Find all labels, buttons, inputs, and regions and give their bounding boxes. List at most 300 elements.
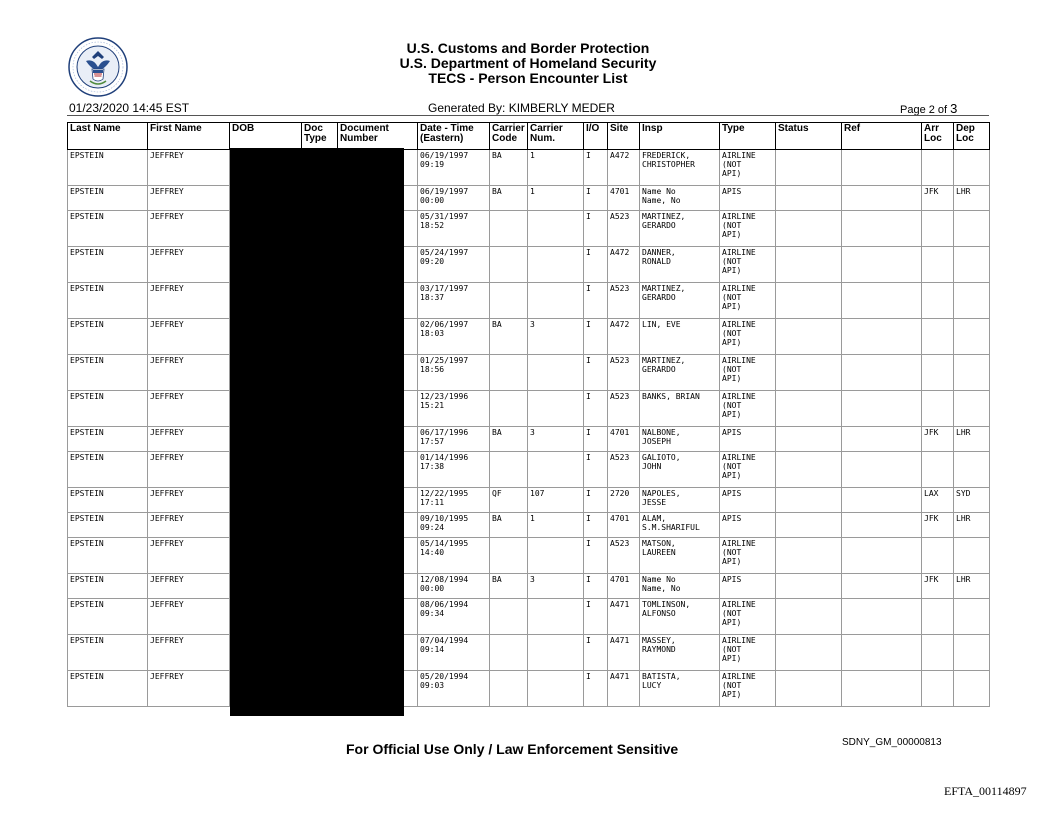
cell-first-name bbox=[148, 513, 230, 538]
cell-date-time bbox=[418, 319, 490, 355]
table-row bbox=[68, 599, 990, 635]
cell-insp bbox=[640, 488, 720, 513]
cell-io bbox=[584, 391, 608, 427]
cell-insp bbox=[640, 319, 720, 355]
cell-ref bbox=[842, 211, 922, 247]
cell-first-name bbox=[148, 599, 230, 635]
cell-last-name bbox=[68, 452, 148, 488]
cell-type bbox=[720, 574, 776, 599]
cell-first-name bbox=[148, 452, 230, 488]
col-site: Site bbox=[608, 123, 640, 150]
cell-type-text: AIRLINE (NOT API) bbox=[722, 356, 756, 383]
cell-io bbox=[584, 150, 608, 186]
cell-arr-loc-text: LAX bbox=[924, 489, 939, 498]
cell-carrier-num-text: 107 bbox=[530, 489, 545, 498]
table-row bbox=[68, 452, 990, 488]
cell-io-text: I bbox=[586, 320, 591, 329]
cell-dep-loc bbox=[954, 211, 990, 247]
cell-carrier-num-text: 3 bbox=[530, 320, 535, 329]
cell-insp-text: MARTINEZ, GERARDO bbox=[642, 212, 686, 230]
cell-insp bbox=[640, 574, 720, 599]
cell-dep-loc bbox=[954, 150, 990, 186]
cell-io bbox=[584, 513, 608, 538]
cell-site bbox=[608, 538, 640, 574]
cell-first-name-text: JEFFREY bbox=[150, 212, 184, 221]
cell-type-text: AIRLINE (NOT API) bbox=[722, 284, 756, 311]
cell-io-text: I bbox=[586, 428, 591, 437]
cell-date-time bbox=[418, 513, 490, 538]
cell-io-text: I bbox=[586, 600, 591, 609]
cell-date-time bbox=[418, 599, 490, 635]
cell-site-text: 2720 bbox=[610, 489, 630, 498]
cell-carrier-code bbox=[490, 427, 528, 452]
cell-insp bbox=[640, 355, 720, 391]
cell-type bbox=[720, 635, 776, 671]
cell-last-name bbox=[68, 488, 148, 513]
cell-carrier-code-text: BA bbox=[492, 187, 502, 196]
cell-insp bbox=[640, 599, 720, 635]
encounter-table bbox=[67, 122, 990, 707]
cell-last-name bbox=[68, 391, 148, 427]
table-row bbox=[68, 574, 990, 599]
cell-first-name bbox=[148, 211, 230, 247]
cell-dep-loc bbox=[954, 513, 990, 538]
cell-last-name bbox=[68, 319, 148, 355]
cell-first-name-text: JEFFREY bbox=[150, 320, 184, 329]
bates-number: SDNY_GM_00000813 bbox=[842, 737, 942, 748]
cell-insp-text: BATISTA, LUCY bbox=[642, 672, 681, 690]
cell-type-text: AIRLINE (NOT API) bbox=[722, 212, 756, 239]
cell-site bbox=[608, 574, 640, 599]
cell-carrier-num bbox=[528, 427, 584, 452]
cell-site-text: A523 bbox=[610, 212, 630, 221]
cell-last-name bbox=[68, 427, 148, 452]
table-row bbox=[68, 211, 990, 247]
cell-type bbox=[720, 211, 776, 247]
cell-site-text: 4701 bbox=[610, 575, 630, 584]
cell-site bbox=[608, 427, 640, 452]
cell-io bbox=[584, 319, 608, 355]
cell-carrier-code-text: BA bbox=[492, 575, 502, 584]
cell-last-name-text: EPSTEIN bbox=[70, 453, 104, 462]
cell-arr-loc-text: JFK bbox=[924, 575, 939, 584]
cell-last-name bbox=[68, 211, 148, 247]
cell-carrier-code-text: BA bbox=[492, 151, 502, 160]
cell-status bbox=[776, 671, 842, 707]
cell-arr-loc bbox=[922, 186, 954, 211]
cell-first-name bbox=[148, 671, 230, 707]
cell-last-name bbox=[68, 186, 148, 211]
cell-status bbox=[776, 427, 842, 452]
cell-io-text: I bbox=[586, 539, 591, 548]
cell-insp-text: Name No Name, No bbox=[642, 575, 681, 593]
col-last-name: Last Name bbox=[68, 123, 148, 150]
report-title-block bbox=[340, 41, 716, 86]
cell-site-text: A472 bbox=[610, 248, 630, 257]
cell-type bbox=[720, 488, 776, 513]
cell-date-time bbox=[418, 488, 490, 513]
cell-ref bbox=[842, 538, 922, 574]
cell-type bbox=[720, 150, 776, 186]
cell-insp bbox=[640, 427, 720, 452]
cell-dep-loc-text: SYD bbox=[956, 489, 971, 498]
cell-carrier-code-text: BA bbox=[492, 320, 502, 329]
cell-dep-loc bbox=[954, 391, 990, 427]
cell-last-name-text: EPSTEIN bbox=[70, 575, 104, 584]
cell-insp-text: ALAM, S.M.SHARIFUL bbox=[642, 514, 700, 532]
cell-site-text: 4701 bbox=[610, 428, 630, 437]
cell-carrier-num bbox=[528, 513, 584, 538]
cell-date-time bbox=[418, 150, 490, 186]
cell-last-name bbox=[68, 247, 148, 283]
col-type: Type bbox=[720, 123, 776, 150]
col-insp: Insp bbox=[640, 123, 720, 150]
classification-notice: For Official Use Only / Law Enforcement Sensitive bbox=[346, 741, 679, 757]
col-first-name: First Name bbox=[148, 123, 230, 150]
cell-ref bbox=[842, 427, 922, 452]
cell-carrier-code bbox=[490, 513, 528, 538]
cell-site bbox=[608, 247, 640, 283]
cell-date-time-text: 12/08/1994 00:00 bbox=[420, 575, 469, 593]
cell-carrier-code bbox=[490, 452, 528, 488]
cell-carrier-code-text: QF bbox=[492, 489, 502, 498]
cell-ref bbox=[842, 671, 922, 707]
cell-dep-loc bbox=[954, 355, 990, 391]
cell-status bbox=[776, 488, 842, 513]
cell-carrier-code bbox=[490, 247, 528, 283]
cell-carrier-num bbox=[528, 574, 584, 599]
cell-insp bbox=[640, 150, 720, 186]
cell-arr-loc bbox=[922, 488, 954, 513]
cell-ref bbox=[842, 452, 922, 488]
cell-carrier-code bbox=[490, 355, 528, 391]
cell-first-name-text: JEFFREY bbox=[150, 489, 184, 498]
cell-io-text: I bbox=[586, 636, 591, 645]
table-row bbox=[68, 186, 990, 211]
cell-dep-loc bbox=[954, 247, 990, 283]
cell-date-time bbox=[418, 211, 490, 247]
cell-type bbox=[720, 247, 776, 283]
cell-date-time bbox=[418, 283, 490, 319]
cell-type-text: APIS bbox=[722, 187, 742, 196]
cell-site bbox=[608, 355, 640, 391]
cell-dep-loc bbox=[954, 488, 990, 513]
cell-date-time-text: 12/23/1996 15:21 bbox=[420, 392, 469, 410]
cell-carrier-num bbox=[528, 391, 584, 427]
cell-carrier-code bbox=[490, 283, 528, 319]
cell-carrier-code bbox=[490, 599, 528, 635]
cell-ref bbox=[842, 488, 922, 513]
cell-carrier-num bbox=[528, 211, 584, 247]
cell-arr-loc bbox=[922, 283, 954, 319]
table-row bbox=[68, 488, 990, 513]
agency-title: U.S. Customs and Border Protection bbox=[406, 40, 650, 56]
cell-carrier-code-text: BA bbox=[492, 428, 502, 437]
table-row bbox=[68, 355, 990, 391]
cell-ref bbox=[842, 513, 922, 538]
cell-arr-loc bbox=[922, 452, 954, 488]
cell-io bbox=[584, 488, 608, 513]
cell-date-time-text: 06/17/1996 17:57 bbox=[420, 428, 469, 446]
cell-io-text: I bbox=[586, 392, 591, 401]
cell-insp-text: BANKS, BRIAN bbox=[642, 392, 700, 401]
cell-carrier-num bbox=[528, 150, 584, 186]
cell-ref bbox=[842, 574, 922, 599]
cell-type bbox=[720, 355, 776, 391]
cell-io-text: I bbox=[586, 575, 591, 584]
table-row bbox=[68, 391, 990, 427]
cell-insp-text: MARTINEZ, GERARDO bbox=[642, 356, 686, 374]
col-ref: Ref bbox=[842, 123, 922, 150]
cell-status bbox=[776, 391, 842, 427]
cell-dep-loc bbox=[954, 574, 990, 599]
cell-type bbox=[720, 186, 776, 211]
cell-insp-text: MATSON, LAUREEN bbox=[642, 539, 676, 557]
cell-last-name-text: EPSTEIN bbox=[70, 600, 104, 609]
cell-first-name-text: JEFFREY bbox=[150, 284, 184, 293]
cell-status bbox=[776, 186, 842, 211]
cell-date-time bbox=[418, 538, 490, 574]
cell-arr-loc bbox=[922, 427, 954, 452]
cell-first-name bbox=[148, 186, 230, 211]
cell-io-text: I bbox=[586, 151, 591, 160]
col-dep-loc: Dep Loc bbox=[954, 123, 990, 150]
cell-type bbox=[720, 599, 776, 635]
cell-status bbox=[776, 150, 842, 186]
cell-type-text: AIRLINE (NOT API) bbox=[722, 672, 756, 699]
col-doc-type: Doc Type bbox=[302, 123, 338, 150]
cell-first-name bbox=[148, 319, 230, 355]
cell-arr-loc bbox=[922, 247, 954, 283]
cell-arr-loc-text: JFK bbox=[924, 187, 939, 196]
cell-carrier-num bbox=[528, 599, 584, 635]
cell-io-text: I bbox=[586, 514, 591, 523]
col-carrier-num: Carrier Num. bbox=[528, 123, 584, 150]
cell-carrier-num bbox=[528, 186, 584, 211]
cell-carrier-num bbox=[528, 635, 584, 671]
cell-carrier-code bbox=[490, 635, 528, 671]
cell-carrier-num bbox=[528, 488, 584, 513]
cell-date-time bbox=[418, 427, 490, 452]
cell-site bbox=[608, 635, 640, 671]
cell-first-name bbox=[148, 247, 230, 283]
cell-date-time bbox=[418, 391, 490, 427]
cell-site bbox=[608, 452, 640, 488]
cell-first-name-text: JEFFREY bbox=[150, 636, 184, 645]
cell-carrier-num bbox=[528, 538, 584, 574]
cell-arr-loc bbox=[922, 211, 954, 247]
cell-first-name bbox=[148, 427, 230, 452]
cell-date-time-text: 05/24/1997 09:20 bbox=[420, 248, 469, 266]
cell-insp-text: DANNER, RONALD bbox=[642, 248, 676, 266]
cell-carrier-code bbox=[490, 319, 528, 355]
cell-carrier-num-text: 1 bbox=[530, 151, 535, 160]
cell-io bbox=[584, 599, 608, 635]
cell-first-name-text: JEFFREY bbox=[150, 453, 184, 462]
cell-insp-text: TOMLINSON, ALFONSO bbox=[642, 600, 691, 618]
cell-last-name bbox=[68, 283, 148, 319]
table-body bbox=[68, 150, 990, 707]
page-prefix: Page 2 of bbox=[900, 104, 951, 116]
cell-date-time bbox=[418, 574, 490, 599]
cell-date-time-text: 06/19/1997 00:00 bbox=[420, 187, 469, 205]
cell-date-time-text: 05/31/1997 18:52 bbox=[420, 212, 469, 230]
cell-io bbox=[584, 538, 608, 574]
cell-last-name-text: EPSTEIN bbox=[70, 392, 104, 401]
table-row bbox=[68, 635, 990, 671]
cell-site-text: A523 bbox=[610, 453, 630, 462]
cell-type bbox=[720, 452, 776, 488]
cell-site-text: 4701 bbox=[610, 514, 630, 523]
cell-first-name bbox=[148, 355, 230, 391]
cell-date-time bbox=[418, 186, 490, 211]
cell-dep-loc bbox=[954, 319, 990, 355]
cell-first-name-text: JEFFREY bbox=[150, 539, 184, 548]
cell-ref bbox=[842, 186, 922, 211]
cell-last-name-text: EPSTEIN bbox=[70, 514, 104, 523]
cell-date-time-text: 05/20/1994 09:03 bbox=[420, 672, 469, 690]
cell-carrier-num bbox=[528, 283, 584, 319]
cell-insp-text: MARTINEZ, GERARDO bbox=[642, 284, 686, 302]
cell-type bbox=[720, 427, 776, 452]
cell-io-text: I bbox=[586, 248, 591, 257]
cell-status bbox=[776, 574, 842, 599]
cell-last-name-text: EPSTEIN bbox=[70, 320, 104, 329]
cell-site-text: A523 bbox=[610, 284, 630, 293]
cell-insp bbox=[640, 283, 720, 319]
cell-carrier-code bbox=[490, 150, 528, 186]
cell-insp-text: NALBONE, JOSEPH bbox=[642, 428, 681, 446]
cell-site-text: A523 bbox=[610, 356, 630, 365]
cell-last-name bbox=[68, 635, 148, 671]
table-row bbox=[68, 283, 990, 319]
cell-site bbox=[608, 488, 640, 513]
page-number bbox=[900, 101, 957, 116]
cell-carrier-code bbox=[490, 538, 528, 574]
cell-carrier-num bbox=[528, 452, 584, 488]
cell-last-name-text: EPSTEIN bbox=[70, 187, 104, 196]
cell-insp bbox=[640, 247, 720, 283]
cell-site bbox=[608, 599, 640, 635]
cell-last-name-text: EPSTEIN bbox=[70, 284, 104, 293]
table-row bbox=[68, 247, 990, 283]
cell-site-text: A523 bbox=[610, 539, 630, 548]
cell-dep-loc bbox=[954, 538, 990, 574]
department-title: U.S. Department of Homeland Security bbox=[399, 55, 657, 71]
efta-number: EFTA_00114897 bbox=[944, 784, 1027, 798]
cell-date-time-text: 06/19/1997 09:19 bbox=[420, 151, 469, 169]
cell-first-name-text: JEFFREY bbox=[150, 672, 184, 681]
cell-type-text: AIRLINE (NOT API) bbox=[722, 392, 756, 419]
cell-ref bbox=[842, 247, 922, 283]
cell-insp bbox=[640, 671, 720, 707]
col-status: Status bbox=[776, 123, 842, 150]
cell-date-time bbox=[418, 247, 490, 283]
cell-dep-loc bbox=[954, 599, 990, 635]
cell-site-text: 4701 bbox=[610, 187, 630, 196]
cell-site bbox=[608, 150, 640, 186]
cell-type bbox=[720, 671, 776, 707]
cell-io-text: I bbox=[586, 212, 591, 221]
cell-arr-loc bbox=[922, 574, 954, 599]
cell-type-text: APIS bbox=[722, 514, 742, 523]
cell-carrier-code-text: BA bbox=[492, 514, 502, 523]
cell-io bbox=[584, 247, 608, 283]
cell-insp-text: Name No Name, No bbox=[642, 187, 681, 205]
cell-last-name-text: EPSTEIN bbox=[70, 489, 104, 498]
cell-last-name-text: EPSTEIN bbox=[70, 356, 104, 365]
cell-dep-loc bbox=[954, 283, 990, 319]
cell-first-name bbox=[148, 150, 230, 186]
cell-last-name-text: EPSTEIN bbox=[70, 151, 104, 160]
cell-carrier-num bbox=[528, 671, 584, 707]
cell-io bbox=[584, 283, 608, 319]
cell-ref bbox=[842, 150, 922, 186]
cell-type-text: AIRLINE (NOT API) bbox=[722, 636, 756, 663]
cell-arr-loc bbox=[922, 599, 954, 635]
cell-site bbox=[608, 283, 640, 319]
cell-last-name bbox=[68, 355, 148, 391]
cell-io bbox=[584, 211, 608, 247]
table-row bbox=[68, 150, 990, 186]
cell-carrier-code bbox=[490, 574, 528, 599]
cell-carrier-num bbox=[528, 355, 584, 391]
cell-type bbox=[720, 283, 776, 319]
cell-dep-loc bbox=[954, 671, 990, 707]
cell-last-name-text: EPSTEIN bbox=[70, 428, 104, 437]
cell-insp bbox=[640, 635, 720, 671]
header-rule bbox=[67, 115, 989, 116]
cell-date-time bbox=[418, 671, 490, 707]
cell-last-name-text: EPSTEIN bbox=[70, 539, 104, 548]
cell-io-text: I bbox=[586, 356, 591, 365]
cell-insp bbox=[640, 452, 720, 488]
cell-arr-loc bbox=[922, 391, 954, 427]
table-row bbox=[68, 513, 990, 538]
cell-carrier-num bbox=[528, 319, 584, 355]
cell-status bbox=[776, 538, 842, 574]
generated-by: Generated By: KIMBERLY MEDER bbox=[428, 101, 615, 115]
cell-ref bbox=[842, 391, 922, 427]
cell-site bbox=[608, 211, 640, 247]
col-date-time: Date - Time (Eastern) bbox=[418, 123, 490, 150]
cell-insp bbox=[640, 513, 720, 538]
col-io: I/O bbox=[584, 123, 608, 150]
cell-first-name bbox=[148, 574, 230, 599]
cell-io bbox=[584, 635, 608, 671]
cell-status bbox=[776, 635, 842, 671]
cell-insp bbox=[640, 391, 720, 427]
redaction-block bbox=[230, 148, 404, 716]
cell-io bbox=[584, 671, 608, 707]
cell-last-name-text: EPSTEIN bbox=[70, 636, 104, 645]
cell-dep-loc-text: LHR bbox=[956, 575, 971, 584]
page-total: 3 bbox=[950, 101, 958, 116]
cell-site-text: A472 bbox=[610, 320, 630, 329]
cell-status bbox=[776, 247, 842, 283]
cell-last-name bbox=[68, 574, 148, 599]
cell-arr-loc bbox=[922, 538, 954, 574]
cell-first-name-text: JEFFREY bbox=[150, 600, 184, 609]
cell-first-name-text: JEFFREY bbox=[150, 151, 184, 160]
table-row bbox=[68, 319, 990, 355]
cell-status bbox=[776, 513, 842, 538]
cell-date-time-text: 12/22/1995 17:11 bbox=[420, 489, 469, 507]
cell-arr-loc-text: JFK bbox=[924, 428, 939, 437]
cell-date-time-text: 01/14/1996 17:38 bbox=[420, 453, 469, 471]
cell-type bbox=[720, 538, 776, 574]
cell-type-text: APIS bbox=[722, 428, 742, 437]
